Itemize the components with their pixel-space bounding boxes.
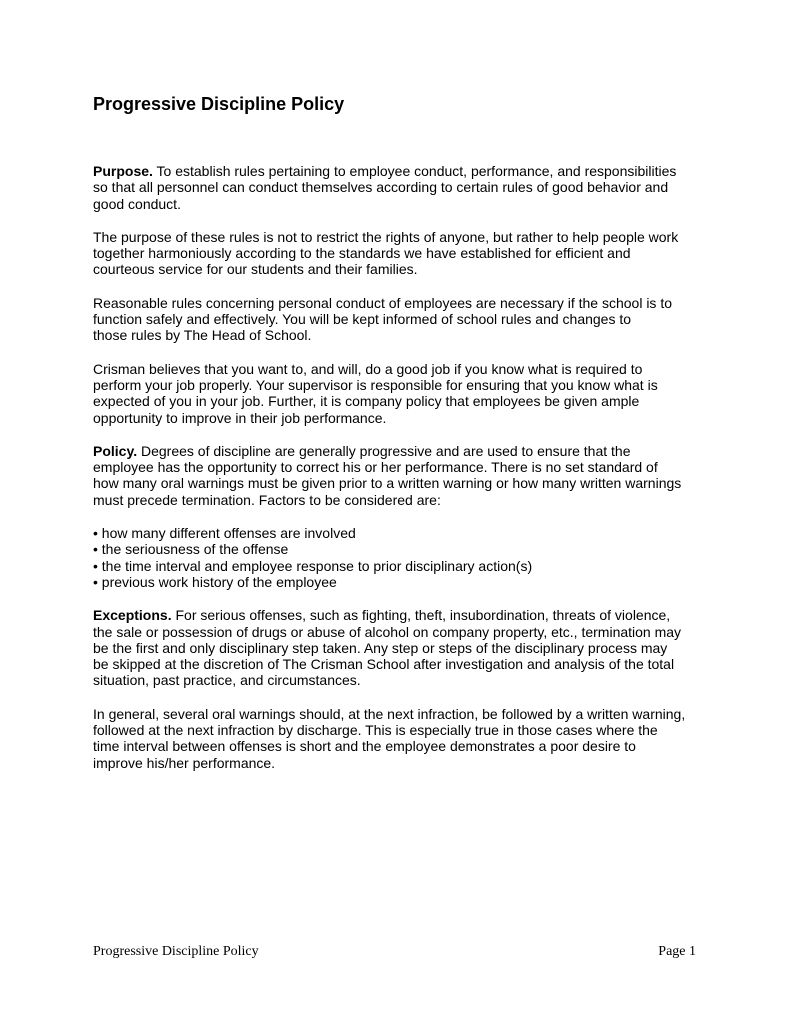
exceptions-label: Exceptions. (93, 607, 172, 624)
list-item: • how many different offenses are involved (93, 525, 356, 542)
policy-line-4: must precede termination. Factors to be considered are: (93, 491, 441, 508)
exceptions-line-2: the sale or possession of drugs or abuse of alcohol on company property, etc., termination may (93, 623, 682, 640)
page-title: Progressive Discipline Policy (93, 94, 345, 114)
paragraph-2-line-2: together harmoniously according to the standards we have established for efficient and (93, 245, 631, 262)
footer-title: Progressive Discipline Policy (93, 944, 259, 959)
policy-line-2: employee has the opportunity to correct his or her performance. There is no set standard of (93, 459, 658, 476)
final-line-1: In general, several oral warnings should, at the next infraction, be followed by a written warning, (93, 705, 686, 722)
exceptions-line-5: situation, past practice, and circumstances. (93, 672, 361, 689)
paragraph-4-line-1: Crisman believes that you want to, and will, do a good job if you know what is required to (93, 360, 643, 377)
list-item: • the seriousness of the offense (93, 541, 289, 558)
exceptions-line-4: be skipped at the discretion of The Crisman School after investigation and analysis of the total (93, 656, 675, 673)
policy-line-3: how many oral warnings must be given prior to a written warning or how many written warnings (93, 475, 682, 492)
crisman-beliefs-paragraph (93, 361, 703, 426)
final-line-3: time interval between offenses is short and the employee demonstrates a poor desire to (93, 738, 636, 755)
exceptions-line-1: For serious offenses, such as fighting, theft, insubordination, threats of violence, (171, 607, 671, 624)
policy-label: Policy. (93, 442, 138, 459)
list-item: • the time interval and employee response to prior disciplinary action(s) (93, 557, 533, 574)
purpose-line-1: To establish rules pertaining to employee conduct, performance, and responsibilities (152, 163, 677, 179)
final-line-4: improve his/her performance. (93, 754, 276, 771)
paragraph-3-line-1: Reasonable rules concerning personal conduct of employees are necessary if the school is to (93, 294, 672, 311)
list-item: • previous work history of the employee (93, 573, 337, 590)
purpose-paragraph (93, 163, 703, 212)
exceptions-paragraph (93, 607, 703, 688)
exceptions-line-3: be the first and only disciplinary step taken. Any step or steps of the disciplinary process may (93, 639, 668, 656)
document-body (93, 163, 703, 788)
factors-list (93, 525, 703, 590)
rules-purpose-paragraph (93, 229, 703, 278)
paragraph-2-line-3: courteous service for our students and their families. (93, 261, 418, 278)
policy-paragraph (93, 443, 703, 508)
paragraph-2-line-1: The purpose of these rules is not to restrict the rights of anyone, but rather to help people work (93, 228, 679, 245)
final-line-2: followed at the next infraction by discharge. This is especially true in those cases where the (93, 722, 658, 739)
paragraph-4-line-4: opportunity to improve in their job performance. (93, 409, 387, 426)
footer-page-number: Page 1 (658, 944, 696, 959)
general-warnings-paragraph (93, 706, 703, 771)
purpose-line-3: good conduct. (93, 195, 181, 212)
reasonable-rules-paragraph (93, 295, 703, 344)
paragraph-4-line-2: perform your job properly. Your supervisor is responsible for ensuring that you know what is (93, 376, 658, 393)
paragraph-3-line-3: those rules by The Head of School. (93, 327, 312, 344)
purpose-label: Purpose. (93, 163, 153, 179)
paragraph-4-line-3: expected of you in your job. Further, it is company policy that employees be given ample (93, 393, 640, 410)
purpose-line-2: so that all personnel can conduct themselves according to certain rules of good behavior and (93, 179, 669, 196)
policy-line-1: Degrees of discipline are generally progressive and are used to ensure that the (137, 442, 631, 459)
paragraph-3-line-2: function safely and effectively. You will be kept informed of school rules and changes to (93, 311, 632, 328)
